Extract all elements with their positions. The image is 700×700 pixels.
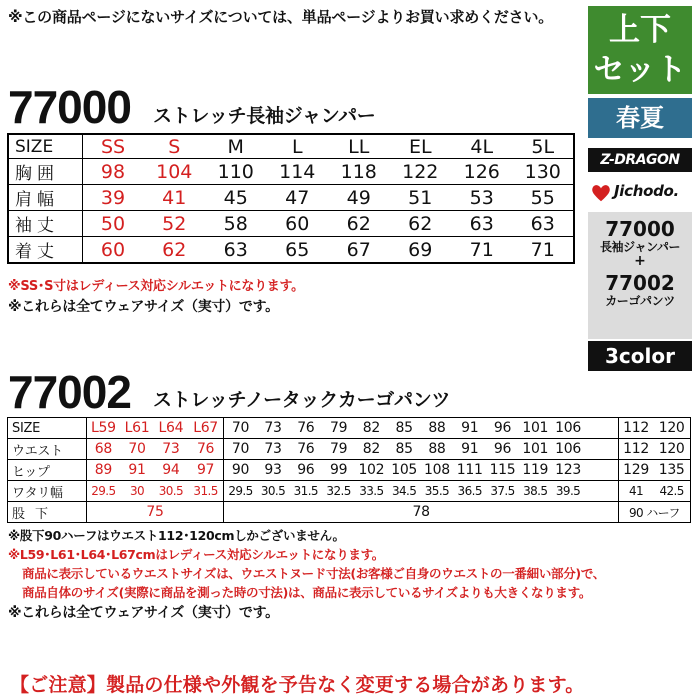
cell: 112 <box>618 439 653 460</box>
cell: 50 <box>82 211 144 237</box>
cell: 129 <box>618 460 653 481</box>
set-models-box <box>588 212 692 339</box>
set-badge-line1: 上下 <box>609 12 671 48</box>
size-header: 4L <box>451 134 513 159</box>
top-note: ※この商品ページにないサイズについては、単品ページよりお買い求めください。 <box>8 8 554 26</box>
pants-name: ストレッチノータックカーゴパンツ <box>153 389 451 411</box>
cell: 34.5 <box>388 481 421 502</box>
cell: 55 <box>513 185 575 211</box>
cell: 60 <box>82 237 144 264</box>
size-header: 96 <box>486 418 519 439</box>
cell: 123 <box>552 460 585 481</box>
size-header: L <box>267 134 329 159</box>
row-label: 袖丈 <box>8 211 82 237</box>
table-row <box>8 159 574 185</box>
jacket-note-actual: ※これらは全てウェアサイズ（実寸）です。 <box>8 299 279 315</box>
pants-note-actual-size: 商品自体のサイズ(実際に商品を測った時の寸法)は、商品に表示しているサイズよりも大きくなります。 <box>22 585 592 600</box>
cell: 32.5 <box>322 481 355 502</box>
size-header: L64 <box>154 418 188 439</box>
size-header: LL <box>328 134 390 159</box>
cell: 62 <box>328 211 390 237</box>
row-label: 股下 <box>8 502 87 523</box>
cell: 63 <box>205 237 267 264</box>
cell: 135 <box>653 460 690 481</box>
cell: 91 <box>120 460 154 481</box>
cell: 93 <box>257 460 290 481</box>
cell: 96 <box>289 460 322 481</box>
set-badge <box>588 6 692 94</box>
size-header: 106 <box>552 418 585 439</box>
color-count-badge: 3color <box>588 341 692 371</box>
size-header: S <box>144 134 206 159</box>
set-badge-line2: セット <box>593 52 687 88</box>
cell: 97 <box>188 460 224 481</box>
cell: 126 <box>451 159 513 185</box>
cell: 79 <box>322 439 355 460</box>
cell: 52 <box>144 211 206 237</box>
size-header: 5L <box>513 134 575 159</box>
heart-icon <box>590 182 612 204</box>
cell: 36.5 <box>453 481 486 502</box>
pants-code: 77002 <box>8 366 131 418</box>
cell: 53 <box>451 185 513 211</box>
cell: 33.5 <box>355 481 388 502</box>
cell: 73 <box>257 439 290 460</box>
caution-notice: 【ご注意】製品の仕様や外観を予告なく変更する場合があります。 <box>10 674 585 696</box>
table-row <box>8 502 691 523</box>
cell: 30.5 <box>154 481 188 502</box>
row-label: ワタリ幅 <box>8 481 87 502</box>
pants-note-waist: 商品に表示しているウエストサイズは、ウエストヌード寸法(お客様ご自身のウエストの一番細い部分)で、 <box>22 566 605 581</box>
cell: 130 <box>513 159 575 185</box>
cell: 62 <box>144 237 206 264</box>
cell: 119 <box>519 460 552 481</box>
size-header: 91 <box>453 418 486 439</box>
cell: 69 <box>390 237 452 264</box>
size-header: 79 <box>322 418 355 439</box>
size-header: 101 <box>519 418 552 439</box>
size-header: L67 <box>188 418 224 439</box>
gap-cell <box>584 481 618 502</box>
cell: 65 <box>267 237 329 264</box>
jacket-code: 77000 <box>8 81 131 133</box>
cell: 115 <box>486 460 519 481</box>
cell: 70 <box>224 439 257 460</box>
jichodo-brand-text: Jichodo. <box>614 182 679 200</box>
table-row <box>8 134 574 159</box>
model2-code: 77002 <box>605 271 675 295</box>
size-header: M <box>205 134 267 159</box>
cell: 29.5 <box>86 481 120 502</box>
jacket-note-ladies: ※SS･S寸はレディース対応シルエットになります。 <box>8 279 304 294</box>
cell: 108 <box>421 460 454 481</box>
cell: 51 <box>390 185 452 211</box>
cell: 89 <box>86 460 120 481</box>
jacket-name: ストレッチ長袖ジャンパー <box>153 105 376 127</box>
cell: 85 <box>388 439 421 460</box>
plus-sign: + <box>634 253 646 269</box>
model1-name: 長袖ジャンパー <box>599 240 681 254</box>
cell: 76 <box>289 439 322 460</box>
row-label: 肩幅 <box>8 185 82 211</box>
row-label: 胸囲 <box>8 159 82 185</box>
cell: 88 <box>421 439 454 460</box>
cell: 75 <box>86 502 224 523</box>
size-header: 70 <box>224 418 257 439</box>
size-header-label: SIZE <box>8 418 87 439</box>
cell: 105 <box>388 460 421 481</box>
model2-name: カーゴパンツ <box>605 294 675 308</box>
cell: 47 <box>267 185 329 211</box>
cell: 42.5 <box>653 481 690 502</box>
cell: 96 <box>486 439 519 460</box>
cell: 114 <box>267 159 329 185</box>
gap-cell <box>584 439 618 460</box>
cell: 62 <box>390 211 452 237</box>
row-label: ヒップ <box>8 460 87 481</box>
cell: 30 <box>120 481 154 502</box>
table-row <box>8 185 574 211</box>
cell: 90 ハーフ <box>618 502 690 523</box>
cell: 31.5 <box>289 481 322 502</box>
pants-note-wear-size: ※これらは全てウェアサイズ（実寸）です。 <box>8 605 279 621</box>
model1-code: 77000 <box>605 217 675 241</box>
size-header: 85 <box>388 418 421 439</box>
cell: 30.5 <box>257 481 290 502</box>
pants-note-ladies: ※L59･L61･L64･L67cmはレディース対応シルエットになります。 <box>8 547 384 562</box>
cell: 37.5 <box>486 481 519 502</box>
cell: 120 <box>653 439 690 460</box>
gap-cell <box>584 418 618 439</box>
cell: 38.5 <box>519 481 552 502</box>
cell: 58 <box>205 211 267 237</box>
size-header: 120 <box>653 418 690 439</box>
cell: 31.5 <box>188 481 224 502</box>
cell: 68 <box>86 439 120 460</box>
cell: 104 <box>144 159 206 185</box>
cell: 41 <box>144 185 206 211</box>
cell: 71 <box>451 237 513 264</box>
cell: 78 <box>224 502 618 523</box>
pants-note-inseam: ※股下90ハーフはウエスト112･120cmしかございません。 <box>8 528 345 543</box>
cell: 39.5 <box>552 481 585 502</box>
cell: 118 <box>328 159 390 185</box>
cell: 67 <box>328 237 390 264</box>
cell: 60 <box>267 211 329 237</box>
table-row <box>8 481 691 502</box>
cell: 45 <box>205 185 267 211</box>
cell: 110 <box>205 159 267 185</box>
cell: 49 <box>328 185 390 211</box>
cell: 99 <box>322 460 355 481</box>
cell: 91 <box>453 439 486 460</box>
gap-cell <box>584 460 618 481</box>
cell: 70 <box>120 439 154 460</box>
size-header-label: SIZE <box>8 134 82 159</box>
size-header: SS <box>82 134 144 159</box>
pants-size-table <box>7 417 691 523</box>
cell: 82 <box>355 439 388 460</box>
size-header: EL <box>390 134 452 159</box>
cell: 63 <box>451 211 513 237</box>
size-header: 82 <box>355 418 388 439</box>
table-row <box>8 211 574 237</box>
cell: 111 <box>453 460 486 481</box>
season-badge: 春夏 <box>588 98 692 138</box>
cell: 76 <box>188 439 224 460</box>
cell: 101 <box>519 439 552 460</box>
cell: 29.5 <box>224 481 257 502</box>
cell: 106 <box>552 439 585 460</box>
size-header: L61 <box>120 418 154 439</box>
cell: 39 <box>82 185 144 211</box>
cell: 94 <box>154 460 188 481</box>
size-header: L59 <box>86 418 120 439</box>
cell: 63 <box>513 211 575 237</box>
cell: 102 <box>355 460 388 481</box>
row-label: 着丈 <box>8 237 82 264</box>
cell: 35.5 <box>421 481 454 502</box>
jichodo-logo <box>588 178 692 208</box>
cell: 90 <box>224 460 257 481</box>
cell: 122 <box>390 159 452 185</box>
table-row <box>8 418 691 439</box>
z-dragon-logo: Z-DRAGON <box>588 148 692 172</box>
table-row <box>8 237 574 264</box>
cell: 71 <box>513 237 575 264</box>
size-header: 88 <box>421 418 454 439</box>
table-row <box>8 460 691 481</box>
cell: 98 <box>82 159 144 185</box>
size-header: 73 <box>257 418 290 439</box>
size-header: 76 <box>289 418 322 439</box>
row-label: ウエスト <box>8 439 87 460</box>
cell: 41 <box>618 481 653 502</box>
table-row <box>8 439 691 460</box>
cell: 73 <box>154 439 188 460</box>
size-header: 112 <box>618 418 653 439</box>
jacket-size-table <box>7 133 575 264</box>
